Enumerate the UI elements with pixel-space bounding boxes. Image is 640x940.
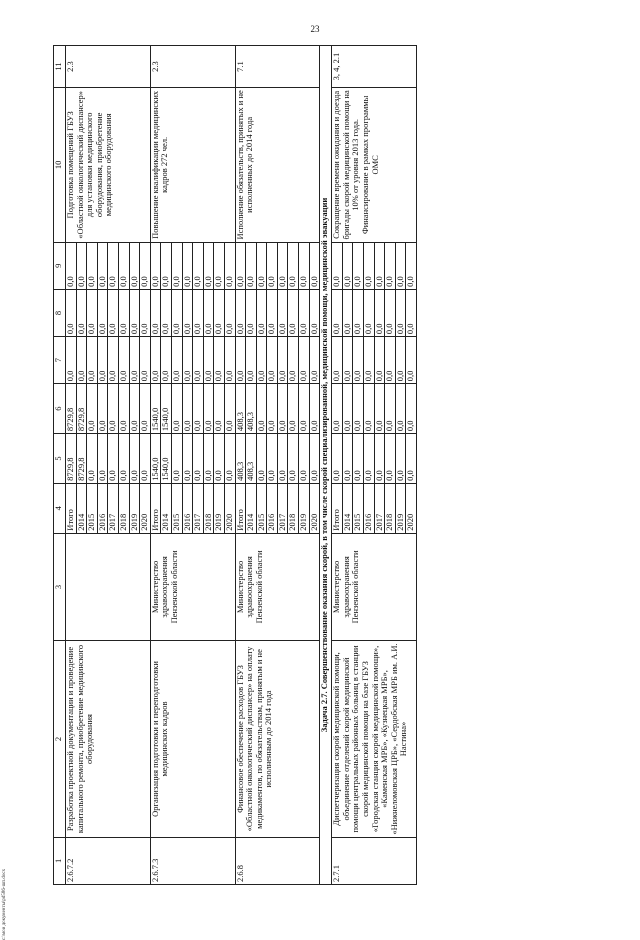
value-cell: 408,3	[246, 384, 257, 434]
row-number: 2.6.8	[235, 837, 320, 884]
value-cell: 0,0	[214, 337, 225, 384]
year-cell: Итого	[66, 483, 77, 533]
value-cell: 0,0	[353, 337, 364, 384]
value-cell: 0,0	[97, 242, 108, 289]
value-cell: 0,0	[171, 434, 182, 484]
value-cell: 0,0	[267, 337, 278, 384]
year-cell: Итого	[332, 483, 343, 533]
value-cell: 0,0	[66, 242, 77, 289]
value-cell: 0,0	[246, 337, 257, 384]
value-cell: 0,0	[224, 242, 235, 289]
value-cell: 0,0	[309, 242, 320, 289]
header-cell: 1	[54, 837, 66, 884]
year-cell: Итого	[235, 483, 246, 533]
value-cell: 0,0	[224, 289, 235, 336]
year-cell: 2014	[246, 483, 257, 533]
value-cell: 0,0	[364, 242, 375, 289]
value-cell: 0,0	[235, 337, 246, 384]
year-cell: 2016	[97, 483, 108, 533]
value-cell: 0,0	[267, 242, 278, 289]
value-cell: 0,0	[118, 242, 129, 289]
value-cell: 0,0	[395, 337, 406, 384]
value-cell: 0,0	[87, 242, 98, 289]
year-cell: 2014	[342, 483, 353, 533]
executor: Министерство здравоохранения Пензенской области	[235, 533, 320, 640]
year-cell: 2020	[406, 483, 417, 533]
executor: Министерство здравоохранения Пензенской области	[150, 533, 235, 640]
value-cell: 0,0	[161, 289, 172, 336]
value-cell: 0,0	[203, 337, 214, 384]
value-cell: 0,0	[342, 289, 353, 336]
indicator-ref: 3, 4, 2.1	[332, 46, 417, 88]
header-cell: 8	[54, 289, 66, 336]
value-cell: 0,0	[332, 242, 343, 289]
header-cell: 10	[54, 88, 66, 243]
header-cell: 9	[54, 242, 66, 289]
value-cell: 0,0	[76, 337, 87, 384]
value-cell: 408,3	[235, 434, 246, 484]
value-cell: 0,0	[353, 289, 364, 336]
value-cell: 0,0	[277, 242, 288, 289]
year-cell: 2014	[161, 483, 172, 533]
row-number: 2.7.1	[332, 837, 417, 884]
value-cell: 0,0	[256, 434, 267, 484]
value-cell: 0,0	[374, 384, 385, 434]
value-cell: 0,0	[364, 337, 375, 384]
year-cell: 2019	[214, 483, 225, 533]
year-cell: 2019	[395, 483, 406, 533]
value-cell: 0,0	[364, 434, 375, 484]
year-cell: 2016	[364, 483, 375, 533]
value-cell: 0,0	[385, 434, 396, 484]
value-cell: 0,0	[193, 384, 204, 434]
activity-name: Диспетчеризация скорой медицинской помощи, объединение отделений скорой медицинской помощи центральных районных больниц в станции скорой медицинской помощи на базе ГБУЗ «Городская станция скорой медицинской помощи», «Каменская МРБ», «Кузнецкая МРБ», «Нижнеломовская ЦРБ», «Сердобская МРБ им. А.И. Настина»	[332, 641, 417, 838]
value-cell: 0,0	[406, 384, 417, 434]
value-cell: 8729,8	[76, 384, 87, 434]
header-cell: 2	[54, 641, 66, 838]
year-cell: 2017	[277, 483, 288, 533]
value-cell: 0,0	[182, 289, 193, 336]
value-cell: 8729,8	[76, 434, 87, 484]
value-cell: 0,0	[342, 434, 353, 484]
footer-path: c:\мои документы\pd586-шп.docx	[2, 868, 7, 940]
header-cell: 5	[54, 434, 66, 484]
year-cell: 2017	[374, 483, 385, 533]
value-cell: 0,0	[353, 242, 364, 289]
expected-result: Подготовка помещений ГБУЗ «Областной онкологический диспансер» для установки медицинского оборудования, приобретение медицинского оборудования	[66, 88, 151, 243]
value-cell: 0,0	[267, 434, 278, 484]
value-cell: 0,0	[140, 337, 151, 384]
value-cell: 0,0	[193, 289, 204, 336]
header-cell: 11	[54, 46, 66, 88]
value-cell: 0,0	[193, 434, 204, 484]
activity-name: Финансовое обеспечение расходов ГБУЗ «Областной онкологический диспансер» на оплату медикаментов, по обязательствам, принятым и не исполненным до 2014 года	[235, 641, 320, 838]
year-cell: 2015	[171, 483, 182, 533]
value-cell: 0,0	[224, 384, 235, 434]
value-cell: 0,0	[87, 289, 98, 336]
value-cell: 0,0	[108, 337, 119, 384]
value-cell: 0,0	[374, 289, 385, 336]
year-cell: 2018	[203, 483, 214, 533]
value-cell: 0,0	[288, 242, 299, 289]
value-cell: 0,0	[299, 384, 310, 434]
value-cell: 0,0	[288, 384, 299, 434]
value-cell: 0,0	[299, 337, 310, 384]
rotated-table-container	[53, 45, 588, 885]
value-cell: 0,0	[214, 242, 225, 289]
value-cell: 0,0	[203, 289, 214, 336]
value-cell: 0,0	[342, 242, 353, 289]
value-cell: 8729,8	[66, 384, 77, 434]
value-cell: 0,0	[108, 384, 119, 434]
year-cell: 2016	[182, 483, 193, 533]
executor: Министерство здравоохранения Пензенской области	[332, 533, 417, 640]
value-cell: 0,0	[395, 434, 406, 484]
year-cell: 2018	[385, 483, 396, 533]
value-cell: 0,0	[235, 289, 246, 336]
table-row	[150, 46, 161, 885]
value-cell: 0,0	[140, 384, 151, 434]
value-cell: 0,0	[406, 337, 417, 384]
header-cell: 3	[54, 533, 66, 640]
value-cell: 0,0	[203, 384, 214, 434]
year-cell: 2018	[288, 483, 299, 533]
table-body	[66, 46, 417, 885]
value-cell: 0,0	[406, 434, 417, 484]
year-cell: 2018	[118, 483, 129, 533]
value-cell: 0,0	[66, 289, 77, 336]
year-cell: 2016	[267, 483, 278, 533]
value-cell: 0,0	[309, 384, 320, 434]
value-cell: 0,0	[214, 384, 225, 434]
value-cell: 0,0	[256, 337, 267, 384]
value-cell: 0,0	[118, 434, 129, 484]
activity-name: Организация подготовки и переподготовки медицинских кадров	[150, 641, 235, 838]
value-cell: 0,0	[108, 434, 119, 484]
value-cell: 0,0	[87, 337, 98, 384]
expected-result: Сокращение времени ожидания и доезда бригады скорой медицинской помощи на 10% от уровня 2013 года. Финансирование в рамках программы ОМС	[332, 88, 417, 243]
value-cell: 0,0	[87, 434, 98, 484]
executor	[66, 533, 151, 640]
value-cell: 0,0	[309, 434, 320, 484]
value-cell: 0,0	[129, 289, 140, 336]
year-cell: 2017	[108, 483, 119, 533]
value-cell: 0,0	[374, 242, 385, 289]
indicator-ref: 2.3	[150, 46, 235, 88]
value-cell: 0,0	[118, 289, 129, 336]
value-cell: 0,0	[299, 242, 310, 289]
value-cell: 0,0	[97, 384, 108, 434]
value-cell: 0,0	[406, 289, 417, 336]
value-cell: 0,0	[129, 337, 140, 384]
year-cell: 2019	[129, 483, 140, 533]
value-cell: 0,0	[353, 434, 364, 484]
value-cell: 0,0	[182, 434, 193, 484]
value-cell: 0,0	[385, 242, 396, 289]
expected-result: Исполнение обязательств, принятых и не исполненных до 2014 года	[235, 88, 320, 243]
value-cell: 0,0	[150, 289, 161, 336]
value-cell: 0,0	[182, 337, 193, 384]
value-cell: 0,0	[171, 289, 182, 336]
indicator-ref: 2.3	[66, 46, 151, 88]
value-cell: 0,0	[161, 242, 172, 289]
value-cell: 0,0	[224, 337, 235, 384]
value-cell: 0,0	[342, 337, 353, 384]
indicator-ref: 7.1	[235, 46, 320, 88]
value-cell: 0,0	[406, 242, 417, 289]
value-cell: 0,0	[76, 242, 87, 289]
value-cell: 0,0	[353, 384, 364, 434]
value-cell: 0,0	[332, 384, 343, 434]
value-cell: 0,0	[364, 384, 375, 434]
value-cell: 0,0	[395, 242, 406, 289]
value-cell: 0,0	[140, 434, 151, 484]
year-cell: Итого	[150, 483, 161, 533]
value-cell: 0,0	[76, 289, 87, 336]
value-cell: 0,0	[129, 384, 140, 434]
value-cell: 0,0	[129, 434, 140, 484]
value-cell: 0,0	[288, 337, 299, 384]
value-cell: 0,0	[395, 384, 406, 434]
table-row	[66, 46, 77, 885]
value-cell: 0,0	[118, 384, 129, 434]
year-cell: 2020	[309, 483, 320, 533]
value-cell: 0,0	[171, 242, 182, 289]
task-row	[320, 46, 332, 885]
value-cell: 0,0	[374, 337, 385, 384]
value-cell: 0,0	[193, 242, 204, 289]
value-cell: 0,0	[267, 289, 278, 336]
value-cell: 0,0	[129, 242, 140, 289]
value-cell: 0,0	[364, 289, 375, 336]
value-cell: 0,0	[87, 384, 98, 434]
row-number: 2.6.7.2	[66, 837, 151, 884]
value-cell: 0,0	[309, 289, 320, 336]
header-cell: 7	[54, 337, 66, 384]
value-cell: 8729,8	[66, 434, 77, 484]
value-cell: 0,0	[97, 434, 108, 484]
value-cell: 0,0	[246, 242, 257, 289]
value-cell: 0,0	[288, 434, 299, 484]
value-cell: 0,0	[246, 289, 257, 336]
value-cell: 0,0	[309, 337, 320, 384]
year-cell: 2020	[140, 483, 151, 533]
value-cell: 0,0	[342, 384, 353, 434]
value-cell: 0,0	[214, 289, 225, 336]
value-cell: 0,0	[182, 384, 193, 434]
value-cell: 0,0	[203, 434, 214, 484]
value-cell: 0,0	[374, 434, 385, 484]
task-title: Задача 2.7. Совершенствование оказания скорой, в том числе скорой специализированной, медицинской помощи, медицинской эвакуации	[320, 46, 332, 885]
value-cell: 0,0	[395, 289, 406, 336]
value-cell: 0,0	[332, 289, 343, 336]
value-cell: 408,3	[246, 434, 257, 484]
value-cell: 0,0	[193, 337, 204, 384]
value-cell: 0,0	[256, 242, 267, 289]
value-cell: 0,0	[140, 242, 151, 289]
value-cell: 408,3	[235, 384, 246, 434]
year-cell: 2015	[353, 483, 364, 533]
value-cell: 0,0	[267, 384, 278, 434]
value-cell: 0,0	[161, 337, 172, 384]
table-row	[332, 46, 343, 885]
value-cell: 0,0	[277, 384, 288, 434]
value-cell: 0,0	[332, 337, 343, 384]
value-cell: 0,0	[97, 337, 108, 384]
value-cell: 0,0	[385, 289, 396, 336]
year-cell: 2020	[224, 483, 235, 533]
value-cell: 0,0	[277, 434, 288, 484]
value-cell: 0,0	[97, 289, 108, 336]
value-cell: 0,0	[150, 337, 161, 384]
year-cell: 2017	[193, 483, 204, 533]
year-cell: 2014	[76, 483, 87, 533]
header-cell: 4	[54, 483, 66, 533]
value-cell: 0,0	[66, 337, 77, 384]
value-cell: 0,0	[299, 289, 310, 336]
year-cell: 2015	[87, 483, 98, 533]
value-cell: 0,0	[235, 242, 246, 289]
value-cell: 0,0	[288, 289, 299, 336]
value-cell: 0,0	[256, 289, 267, 336]
value-cell: 0,0	[203, 242, 214, 289]
year-cell: 2015	[256, 483, 267, 533]
header-cell: 6	[54, 384, 66, 434]
value-cell: 0,0	[214, 434, 225, 484]
program-table	[53, 45, 417, 885]
value-cell: 0,0	[385, 337, 396, 384]
page-number: 23	[310, 24, 320, 34]
value-cell: 0,0	[277, 289, 288, 336]
value-cell: 0,0	[171, 384, 182, 434]
header-row	[54, 46, 66, 885]
value-cell: 0,0	[171, 337, 182, 384]
activity-name: Разработка проектной документации и проведение капитального ремонта, приобретение медицинского оборудования	[66, 641, 151, 838]
expected-result: Повышение квалификации медицинских кадров 272 чел.	[150, 88, 235, 243]
value-cell: 1540,0	[161, 434, 172, 484]
table-row	[235, 46, 246, 885]
value-cell: 0,0	[224, 434, 235, 484]
value-cell: 1540,0	[150, 434, 161, 484]
value-cell: 1540,0	[150, 384, 161, 434]
value-cell: 0,0	[277, 337, 288, 384]
value-cell: 0,0	[256, 384, 267, 434]
value-cell: 0,0	[108, 242, 119, 289]
value-cell: 0,0	[140, 289, 151, 336]
value-cell: 0,0	[385, 384, 396, 434]
value-cell: 0,0	[332, 434, 343, 484]
value-cell: 0,0	[118, 337, 129, 384]
row-number: 2.6.7.3	[150, 837, 235, 884]
value-cell: 1540,0	[161, 384, 172, 434]
value-cell: 0,0	[182, 242, 193, 289]
value-cell: 0,0	[299, 434, 310, 484]
value-cell: 0,0	[108, 289, 119, 336]
year-cell: 2019	[299, 483, 310, 533]
value-cell: 0,0	[150, 242, 161, 289]
